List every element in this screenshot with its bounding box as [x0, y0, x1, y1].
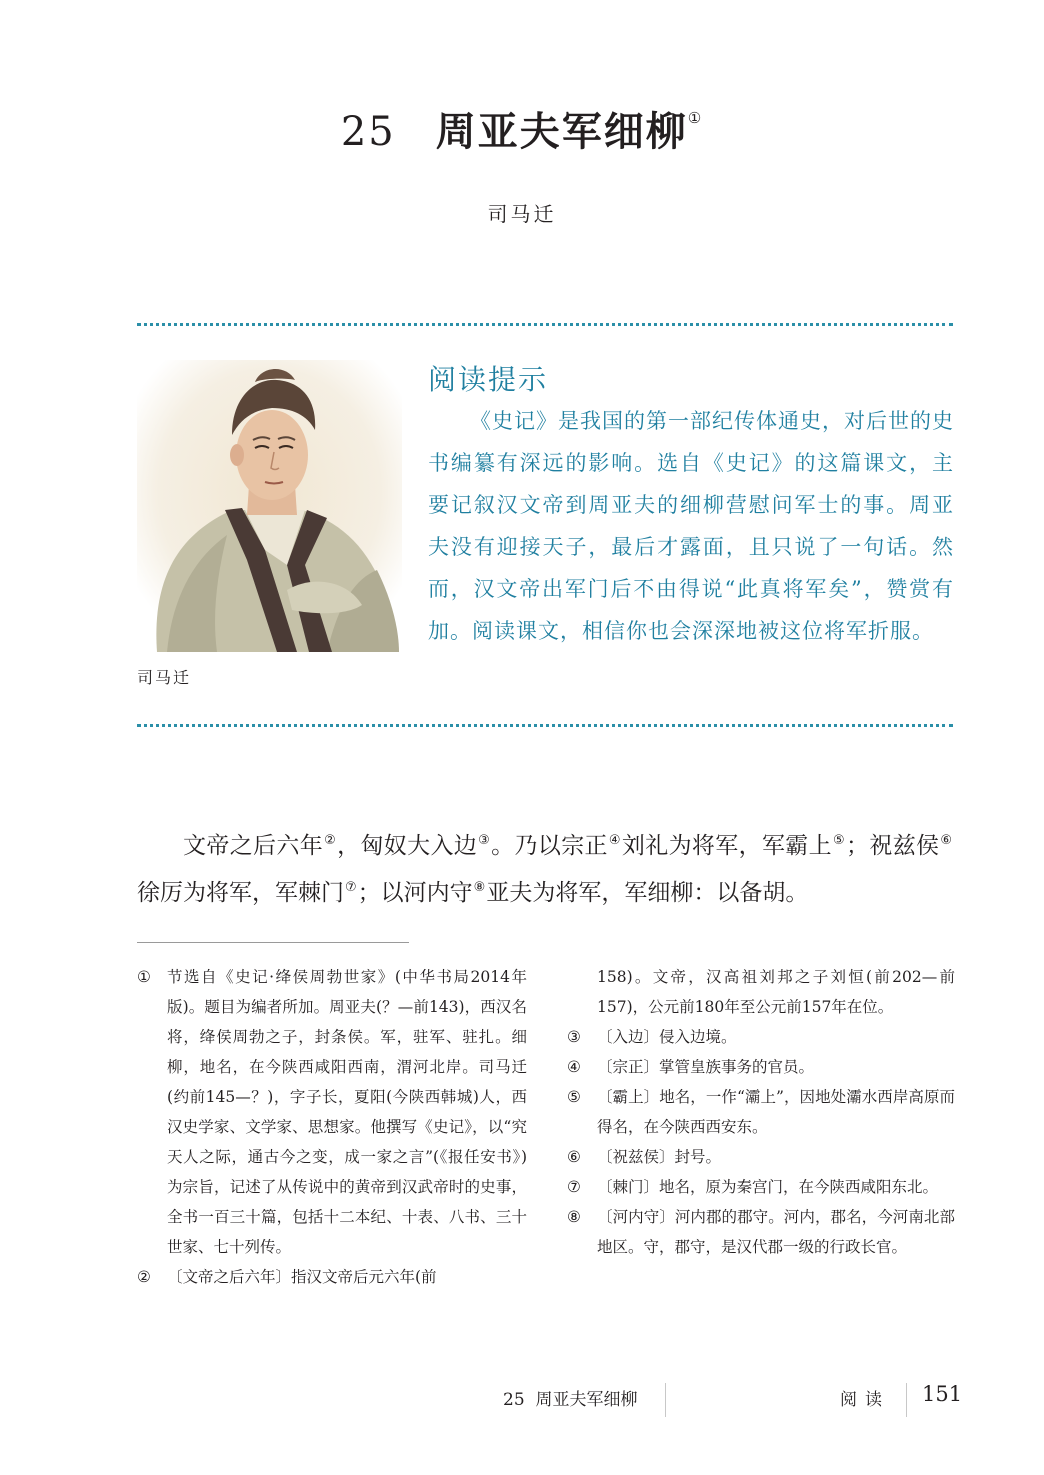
- note-mark-4[interactable]: ④: [608, 833, 621, 848]
- note-mark-5[interactable]: ⑤: [833, 833, 845, 848]
- note-mark-8[interactable]: ⑧: [473, 880, 486, 895]
- footnote-text: 〔祝兹侯〕封号。: [597, 1148, 722, 1166]
- note-mark-6[interactable]: ⑥: [940, 833, 953, 848]
- footnote-8: [567, 1202, 955, 1262]
- page-title: [0, 100, 1044, 157]
- footnote-mark: ④: [567, 1058, 581, 1076]
- footnotes-right-column: [567, 962, 955, 1262]
- footnote-text: 158)。文帝，汉高祖刘邦之子刘恒(前202—前157)，公元前180年至公元前157年在位。: [597, 968, 955, 1016]
- footer-lesson-title: 25 周亚夫军细柳: [503, 1390, 638, 1410]
- note-mark-7[interactable]: ⑦: [345, 880, 357, 895]
- footnote-2: [137, 1262, 527, 1292]
- portrait-illustration: [137, 360, 402, 652]
- footer-section: 阅读: [840, 1390, 890, 1410]
- title-note-mark[interactable]: ①: [687, 109, 704, 127]
- main-text-segment: 亚夫为将军，军细柳：以备胡。: [486, 880, 809, 906]
- reading-tip-body: 《史记》是我国的第一部纪传体通史，对后世的史书编纂有深远的影响。选自《史记》的这篇课文，主要记叙汉文帝到周亚夫的细柳营慰问军士的事。周亚夫没有迎接天子，最后才露面，且只说了一句话。然而，汉文帝出军门后不由得说“此真将军矣”，赞赏有加。阅读课文，相信你也会深深地被这位将军折服。: [428, 409, 954, 643]
- footnote-mark: ⑧: [567, 1208, 581, 1226]
- footnotes-left-column: [137, 962, 527, 1292]
- author: 司马迁: [487, 202, 557, 226]
- main-text-segment: 刘礼为将军，军霸上: [621, 833, 832, 859]
- footnote-divider: [137, 942, 409, 943]
- page-number: 151: [922, 1382, 963, 1406]
- footnote-text: 〔入边〕侵入边境。: [597, 1028, 737, 1046]
- footnote-3: [567, 1022, 955, 1052]
- footnote-mark: ③: [567, 1028, 581, 1046]
- footnote-mark: ⑤: [567, 1088, 581, 1106]
- main-text: [137, 820, 953, 914]
- portrait-caption: 司马迁: [137, 668, 192, 687]
- footnote-text: 〔霸上〕地名，一作“灞上”，因地处灞水西岸高原而得名，在今陕西西安东。: [597, 1088, 955, 1136]
- main-text-segment: 徐厉为将军，军棘门: [137, 880, 344, 906]
- footnote-text: 〔棘门〕地名，原为秦宫门，在今陕西咸阳东北。: [597, 1178, 939, 1196]
- footnote-4: [567, 1052, 955, 1082]
- lesson-number: 25: [340, 109, 396, 155]
- footnote-mark: ①: [137, 968, 151, 986]
- footnote-text: 〔文帝之后六年〕指汉文帝后元六年(前: [167, 1268, 437, 1286]
- main-text-segment: 文帝之后六年: [183, 833, 324, 859]
- note-mark-2[interactable]: ②: [324, 833, 337, 848]
- lesson-title: 周亚夫军细柳: [435, 109, 688, 155]
- reading-tip-heading: 阅读提示: [428, 363, 549, 396]
- footnote-text: 〔宗正〕掌管皇族事务的官员。: [597, 1058, 815, 1076]
- footnote-mark: ⑥: [567, 1148, 581, 1166]
- footnote-7: [567, 1172, 955, 1202]
- top-dotted-divider: [137, 323, 953, 326]
- main-text-segment: ，匈奴大入边: [337, 833, 478, 859]
- footer-separator: [665, 1383, 666, 1417]
- portrait-image: [137, 360, 402, 652]
- footnote-text: 节选自《史记·绛侯周勃世家》(中华书局2014年版)。题目为编者所加。周亚夫(？—前143)，西汉名将，绛侯周勃之子，封条侯。军，驻军、驻扎。细柳，地名，在今陕西咸阳西南，渭河北岸。司马迁(约前145—？)，字子长，夏阳(今陕西韩城)人，西汉史学家、文学家、思想家。他撰写《史记》，以“究天人之际，通古今之变，成一家之言”(《报任安书》)为宗旨，记述了从传说中的黄帝到汉武帝时的史事，全书一百三十篇，包括十二本纪、十表、八书、三十世家、七十列传。: [167, 968, 527, 1256]
- footer-separator: [906, 1383, 907, 1417]
- footnote-2-continued: [567, 962, 955, 1022]
- note-mark-3[interactable]: ③: [478, 833, 491, 848]
- main-text-segment: 。乃以宗正: [491, 833, 608, 859]
- footnote-1: [137, 962, 527, 1262]
- bottom-dotted-divider: [137, 724, 953, 727]
- main-text-segment: ；以河内守: [357, 880, 473, 906]
- footnote-mark: ⑦: [567, 1178, 581, 1196]
- footnote-6: [567, 1142, 955, 1172]
- footnote-5: [567, 1082, 955, 1142]
- footnote-mark: ②: [137, 1268, 151, 1286]
- main-text-segment: ；祝兹侯: [846, 833, 940, 859]
- footnote-text: 〔河内守〕河内郡的郡守。河内，郡名，今河南北部地区。守，郡守，是汉代郡一级的行政长官。: [597, 1208, 955, 1256]
